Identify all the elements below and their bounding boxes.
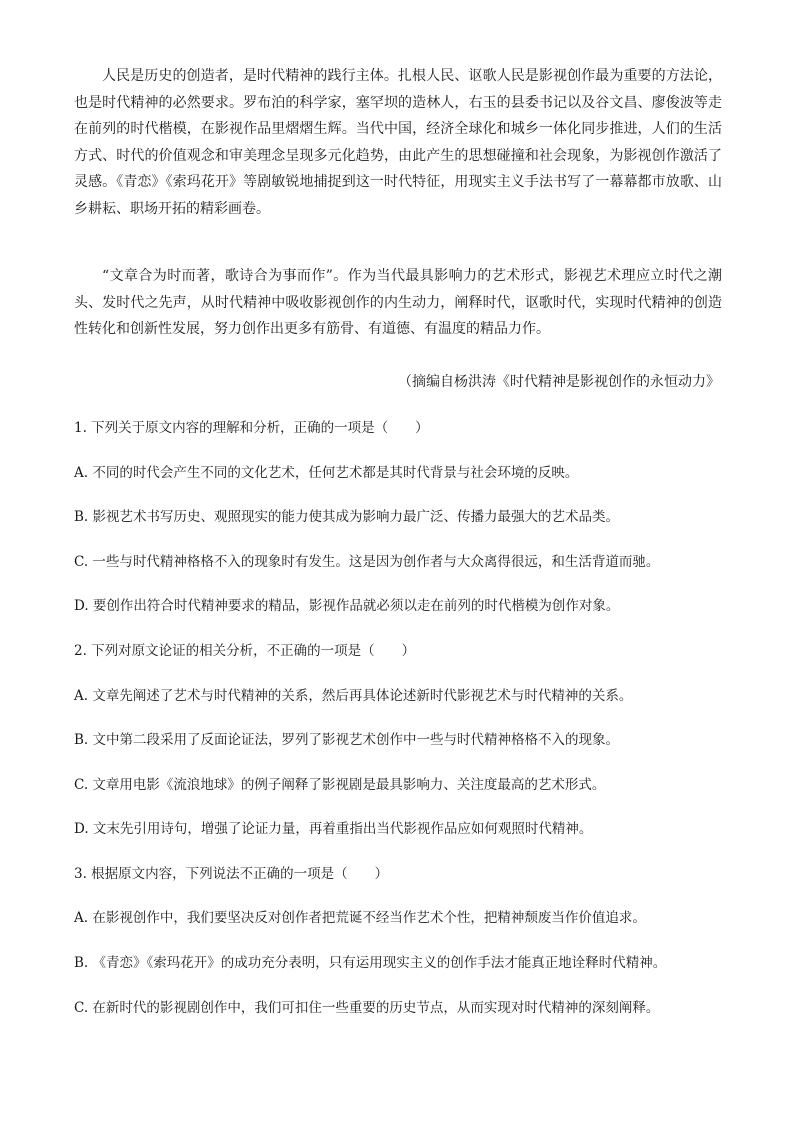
question-3-stem: 3. 根据原文内容，下列说法不正确的一项是（ ） — [74, 866, 389, 882]
question-3-option-b: B. 《青恋》《索玛花开》的成功充分表明，只有运用现实主义的创作手法才能真正地诠释时代精神。 — [74, 955, 667, 971]
question-2-option-c: C. 文章用电影《流浪地球》的例子阐释了影视剧是最具影响力、关注度最高的艺术形式。 — [74, 777, 606, 793]
question-1-option-a: A. 不同的时代会产生不同的文化艺术，任何艺术都是其时代背景与社会环境的反映。 — [74, 465, 579, 481]
article-paragraph-2: “文章合为时而著，歌诗合为事而作”。作为当代最具影响力的艺术形式，影视艺术理应立时代之潮头、发时代之先声，从时代精神中吸收影视创作的内生动力，阐释时代，讴歌时代，实现时代精神的创造性转化和创新性发展，努力创作出更多有筋骨、有道德、有温度的精品力作。 — [74, 268, 722, 337]
question-2-option-d: D. 文末先引用诗句，增强了论证力量，再着重指出当代影视作品应如何观照时代精神。 — [74, 821, 593, 837]
question-1-option-b: B. 影视艺术书写历史、观照现实的能力使其成为影响力最广泛、传播力最强大的艺术品类。 — [74, 509, 620, 525]
question-3-option-c: C. 在新时代的影视剧创作中，我们可扣住一些重要的历史节点，从而实现对时代精神的深刻阐释。 — [74, 1000, 660, 1016]
question-2-option-a: A. 文章先阐述了艺术与时代精神的关系，然后再具体论述新时代影视艺术与时代精神的关系。 — [74, 688, 633, 704]
question-2-option-b: B. 文中第二段采用了反面论证法，罗列了影视艺术创作中一些与时代精神格格不入的现象。 — [74, 732, 620, 748]
article-paragraph-1: 人民是历史的创造者，是时代精神的践行主体。扎根人民、讴歌人民是影视创作最为重要的方法论，也是时代精神的必然要求。罗布泊的科学家，塞罕坝的造林人，右玉的县委书记以及谷文昌、廖俊波等走在前列的时代楷模，在影视作品里熠熠生辉。当代中国，经济全球化和城乡一体化同步推进，人们的生活方式、时代的价值观念和审美理念呈现多元化趋势，由此产生的思想碰撞和社会现象，为影视创作激活了灵感。《青恋》《索玛花开》等剧敏锐地捕捉到这一时代特征，用现实主义手法书写了一幕幕都市放歌、山乡耕耘、职场开拓的精彩画卷。 — [74, 68, 722, 217]
question-1-option-d: D. 要创作出符合时代精神要求的精品，影视作品就必须以走在前列的时代楷模为创作对象。 — [74, 598, 620, 614]
question-2-stem: 2. 下列对原文论证的相关分析，不正确的一项是（ ） — [74, 643, 416, 659]
question-1-stem: 1. 下列关于原文内容的理解和分析，正确的一项是（ ） — [74, 420, 429, 436]
question-3-option-a: A. 在影视创作中，我们要坚决反对创作者把荒诞不经当作艺术个性，把精神颓废当作价值追求。 — [74, 910, 646, 926]
article-source: （摘编自杨洪涛《时代精神是影视创作的永恒动力》 — [398, 374, 720, 390]
question-1-option-c: C. 一些与时代精神格格不入的现象时有发生。这是因为创作者与大众离得很远，和生活背道而驰。 — [74, 554, 660, 570]
